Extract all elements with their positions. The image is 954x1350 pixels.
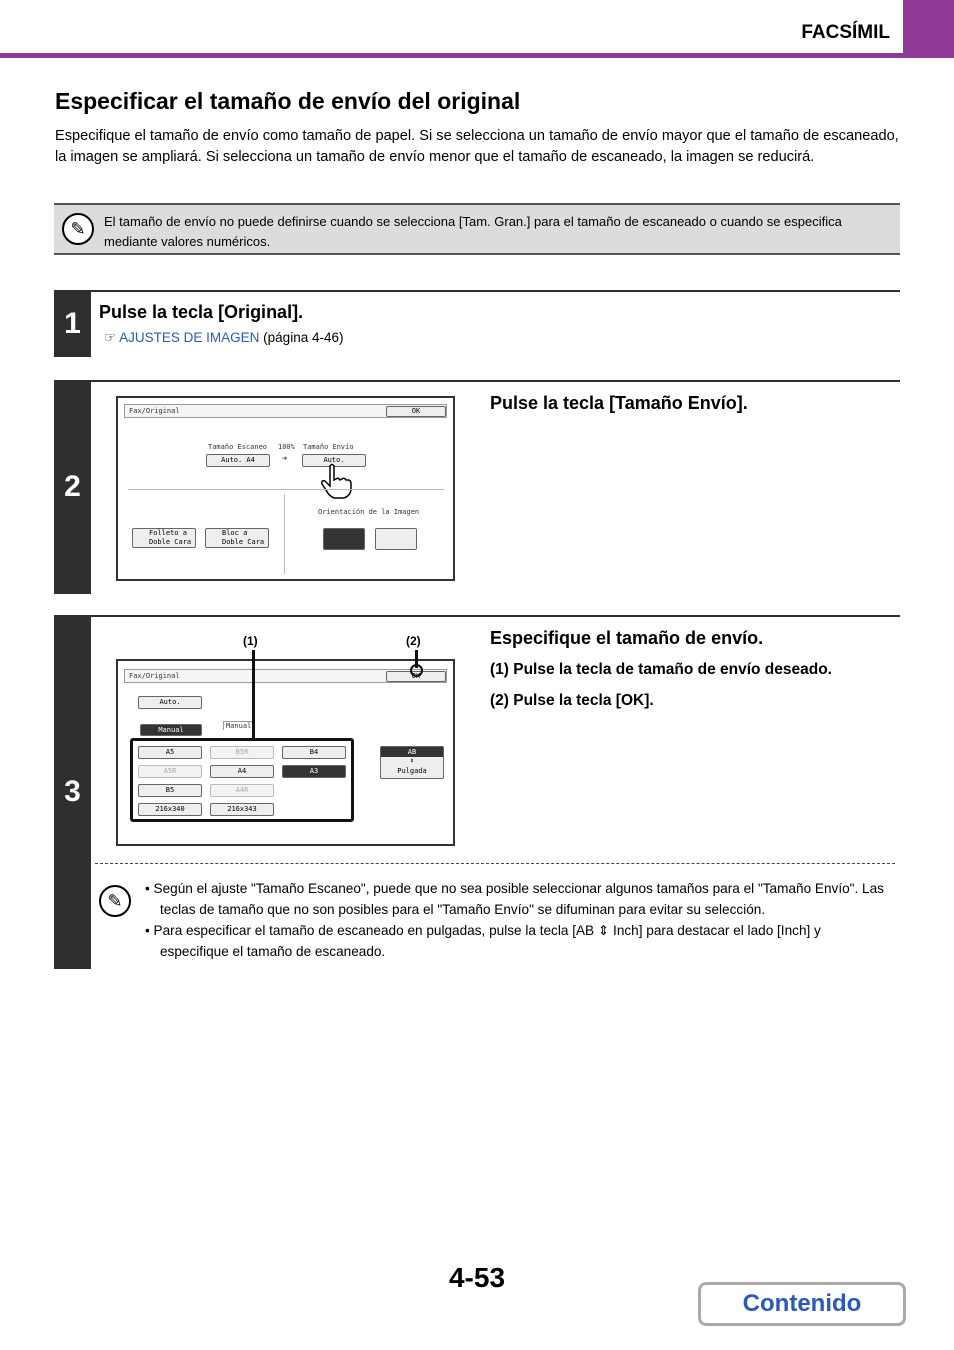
step-1-divider [91, 290, 900, 292]
inch-label: Pulgada [397, 767, 427, 775]
size-b5-button[interactable]: B5 [138, 784, 202, 797]
send-size-label: Tamaño Envío [303, 443, 354, 451]
tips-list [145, 879, 890, 963]
manual-tab[interactable]: Manual [140, 724, 202, 736]
orientation-landscape-button[interactable] [375, 528, 417, 550]
callout-1: (1) [243, 634, 258, 648]
hand-cursor-icon [318, 462, 354, 500]
ok-button[interactable]: OK [386, 406, 446, 417]
tip-item: • Para especificar el tamaño de escaneado en pulgadas, pulse la tecla [AB ⇕ Inch] para destacar el lado [Inch] y especifique el tamaño de escaneado. [145, 923, 821, 959]
step-3-screen [116, 659, 455, 846]
intro-text: Especifique el tamaño de envío como tamaño de papel. Si se selecciona un tamaño de envío mayor que el tamaño de escaneado, la imagen se ampliará. Si selecciona un tamaño de envío menor que el tamaño de escaneado, la imagen se reducirá. [55, 128, 899, 165]
auto-button[interactable]: Auto. [138, 696, 202, 709]
size-b4-button[interactable]: B4 [282, 746, 346, 759]
callout-1-line [252, 650, 255, 738]
contents-button[interactable]: Contenido [698, 1282, 906, 1326]
scan-size-button[interactable]: Auto. A4 [206, 454, 270, 467]
ratio-label: 100% [278, 443, 295, 451]
orientation-portrait-button[interactable] [323, 528, 365, 550]
step-2-screen [116, 396, 455, 581]
step-1-title: Pulse la tecla [Original]. [99, 302, 304, 322]
arrow-right-icon: ➔ [282, 454, 288, 464]
reference-page: (página 4-46) [263, 330, 344, 345]
scan-size-label: Tamaño Escaneo [208, 443, 268, 451]
step-3-divider [91, 615, 900, 617]
orientation-label: Orientación de la Imagen [318, 508, 420, 516]
size-b5r-button[interactable]: B5R [210, 746, 274, 759]
size-a4r-button[interactable]: A4R [210, 784, 274, 797]
page-title: Especificar el tamaño de envío del original [55, 88, 521, 114]
page-number: 4-53 [448, 1262, 506, 1293]
step-3-substep-2: (2) Pulse la tecla [OK]. [490, 692, 654, 709]
ab-inch-toggle-button[interactable] [380, 746, 444, 779]
step-3-substep-1: (1) Pulse la tecla de tamaño de envío deseado. [490, 661, 832, 678]
header-tab [903, 0, 954, 58]
screen-header-label: Fax/Original [129, 672, 180, 680]
size-a5-button[interactable]: A5 [138, 746, 202, 759]
tip-item: • Según el ajuste "Tamaño Escaneo", puede que no sea posible seleccionar algunos tamaños para el "Tamaño Envío". Las teclas de tamaño que no son posibles para el "Tamaño Envío" se difuminan para evitar su selección. [145, 881, 884, 917]
send-size-button[interactable]: Auto. [302, 454, 366, 467]
manual-tab-2[interactable]: Manual [223, 721, 254, 730]
ajustes-imagen-link[interactable]: AJUSTES DE IMAGEN [119, 330, 260, 345]
header-bar [0, 53, 904, 58]
screen-header-label: Fax/Original [129, 407, 180, 415]
step-1-reference [104, 330, 343, 346]
size-216x343-button[interactable]: 216x343 [210, 803, 274, 816]
step-1-number: 1 [54, 290, 91, 357]
note-box [54, 203, 900, 255]
step-2-number: 2 [54, 380, 91, 594]
ab-label: AB [381, 747, 443, 757]
callout-2-dot [410, 664, 423, 677]
booklet-button[interactable]: Folleto a Doble Cara [132, 528, 196, 548]
note-text: El tamaño de envío no puede definirse cuando se selecciona [Tam. Gran.] para el tamaño de escaneado o cuando se especifica mediante valores numéricos. [104, 214, 842, 249]
size-a3-button[interactable]: A3 [282, 765, 346, 778]
step-2-title: Pulse la tecla [Tamaño Envío]. [490, 393, 748, 413]
ok-button[interactable]: OK [386, 671, 446, 682]
size-a4-button[interactable]: A4 [210, 765, 274, 778]
updown-arrow-icon: ⬍ [409, 757, 415, 765]
step-2-divider [91, 380, 900, 382]
step-3-number: 3 [54, 615, 91, 969]
step-3-title: Especifique el tamaño de envío. [490, 628, 764, 648]
pencil-icon: ✎ [99, 885, 131, 917]
dashed-separator [95, 863, 895, 864]
pencil-icon: ✎ [62, 213, 94, 245]
section-title: FACSÍMIL [801, 22, 890, 43]
callout-2: (2) [406, 634, 421, 648]
tablet-button[interactable]: Bloc a Doble Cara [205, 528, 269, 548]
size-216x340-button[interactable]: 216x340 [138, 803, 202, 816]
pointing-hand-icon: ☞ [104, 330, 117, 345]
screen-divider [128, 489, 444, 490]
screen-vertical-divider [284, 494, 285, 574]
size-a5r-button[interactable]: A5R [138, 765, 202, 778]
